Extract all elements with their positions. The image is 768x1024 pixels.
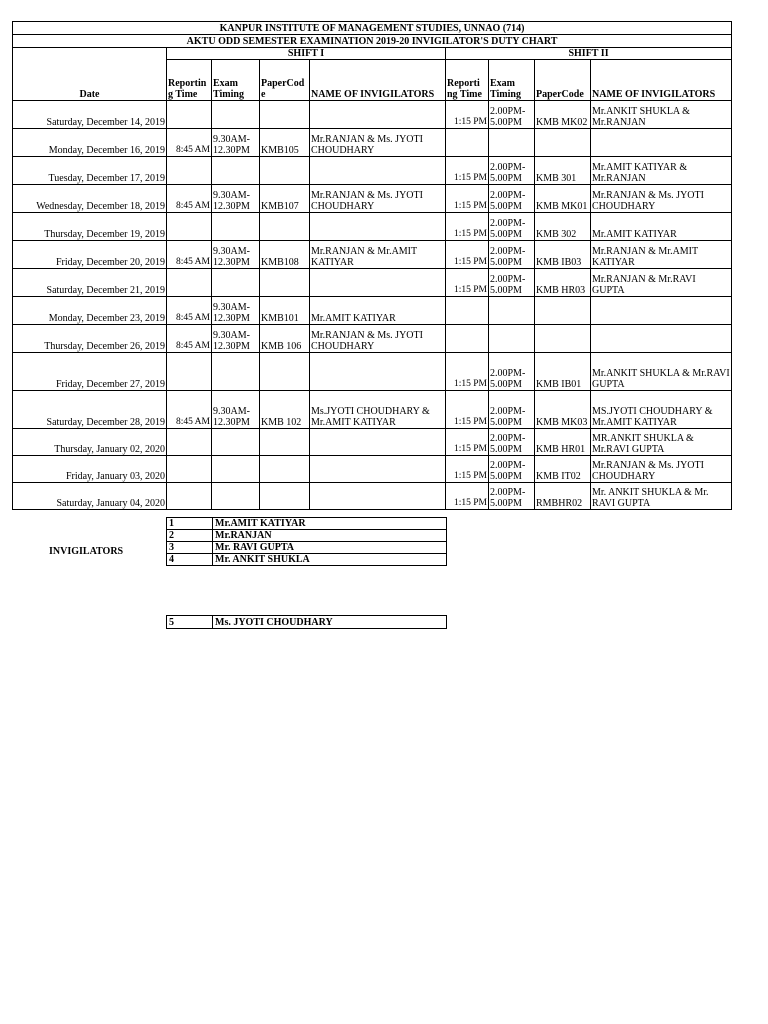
s2-reporting-cell: 1:15 PM [446,241,489,269]
s2-paper-cell: KMB 301 [535,157,591,185]
date-cell: Saturday, January 04, 2020 [13,483,167,510]
date-header: Date [13,48,167,101]
date-cell: Saturday, December 21, 2019 [13,269,167,297]
s2-exam-cell: 2.00PM- 5.00PM [489,483,535,510]
date-cell: Monday, December 23, 2019 [13,297,167,325]
s1-reporting-cell [167,269,212,297]
schedule-row [13,213,732,241]
invigilator-number: 3 [167,542,213,554]
s2-exam-cell: 2.00PM- 5.00PM [489,269,535,297]
s2-names-cell: Mr.RANJAN & Mr.RAVI GUPTA [591,269,732,297]
s2-reporting-cell [446,297,489,325]
s1-paper-header: PaperCod e [260,60,310,101]
s2-reporting-cell: 1:15 PM [446,101,489,129]
s2-paper-cell [535,129,591,157]
s2-names-cell [591,325,732,353]
s1-reporting-cell [167,429,212,456]
date-cell: Saturday, December 28, 2019 [13,391,167,429]
date-cell: Thursday, January 02, 2020 [13,429,167,456]
s1-reporting-cell: 8:45 AM [167,129,212,157]
s2-reporting-cell: 1:15 PM [446,185,489,213]
s1-reporting-cell: 8:45 AM [167,391,212,429]
s2-paper-cell: KMB HR03 [535,269,591,297]
s2-names-cell [591,297,732,325]
s2-reporting-cell [446,129,489,157]
s1-names-cell: Ms.JYOTI CHOUDHARY & Mr.AMIT KATIYAR [310,391,446,429]
s1-reporting-cell [167,101,212,129]
s1-reporting-cell [167,157,212,185]
schedule-row [13,325,732,353]
s1-exam-cell [212,269,260,297]
s1-reporting-cell: 8:45 AM [167,297,212,325]
s2-reporting-cell: 1:15 PM [446,157,489,185]
s1-paper-cell: KMB108 [260,241,310,269]
s2-exam-cell: 2.00PM- 5.00PM [489,185,535,213]
s1-exam-cell [212,213,260,241]
s1-paper-cell: KMB101 [260,297,310,325]
s1-exam-cell: 9.30AM- 12.30PM [212,297,260,325]
invigilator-row [167,530,447,542]
s2-paper-cell: KMB MK02 [535,101,591,129]
s1-exam-cell [212,429,260,456]
invigilator-name: Mr. ANKIT SHUKLA [213,554,447,566]
invigilator-row [167,518,447,530]
invigilator-number: 1 [167,518,213,530]
invigilator-name: Ms. JYOTI CHOUDHARY [213,616,447,629]
date-cell: Thursday, December 19, 2019 [13,213,167,241]
s2-names-cell: Mr.RANJAN & Ms. JYOTI CHOUDHARY [591,185,732,213]
s2-paper-header: PaperCode [535,60,591,101]
s1-names-cell [310,353,446,391]
date-cell: Friday, December 27, 2019 [13,353,167,391]
s1-reporting-cell: 8:45 AM [167,241,212,269]
schedule-row [13,101,732,129]
s1-paper-cell [260,101,310,129]
s1-names-cell: Mr.AMIT KATIYAR [310,297,446,325]
date-cell: Tuesday, December 17, 2019 [13,157,167,185]
s2-reporting-cell [446,325,489,353]
s1-paper-cell [260,213,310,241]
date-cell: Monday, December 16, 2019 [13,129,167,157]
s1-names-cell: Mr.RANJAN & Ms. JYOTI CHOUDHARY [310,185,446,213]
s1-exam-cell [212,101,260,129]
s1-reporting-cell [167,483,212,510]
s2-exam-cell: 2.00PM- 5.00PM [489,456,535,483]
s2-paper-cell: KMB HR01 [535,429,591,456]
s1-reporting-cell: 8:45 AM [167,185,212,213]
s1-names-cell [310,429,446,456]
s1-names-cell: Mr.RANJAN & Ms. JYOTI CHOUDHARY [310,325,446,353]
date-cell: Thursday, December 26, 2019 [13,325,167,353]
s1-exam-cell [212,483,260,510]
s1-exam-cell [212,157,260,185]
schedule-row [13,297,732,325]
s2-names-cell: Mr.RANJAN & Mr.AMIT KATIYAR [591,241,732,269]
s2-exam-cell: 2.00PM- 5.00PM [489,101,535,129]
s1-reporting-header: Reportin g Time [167,60,212,101]
date-cell: Friday, January 03, 2020 [13,456,167,483]
s1-exam-cell: 9.30AM- 12.30PM [212,185,260,213]
s2-paper-cell [535,297,591,325]
date-cell: Saturday, December 14, 2019 [13,101,167,129]
s1-names-cell [310,157,446,185]
s1-names-header: NAME OF INVIGILATORS [310,60,446,101]
s1-exam-cell: 9.30AM- 12.30PM [212,129,260,157]
schedule-row [13,391,732,429]
s2-exam-header: Exam Timing [489,60,535,101]
schedule-row [13,353,732,391]
s1-names-cell [310,101,446,129]
s1-paper-cell: KMB107 [260,185,310,213]
s1-paper-cell [260,269,310,297]
invigilator-name: Mr.AMIT KATIYAR [213,518,447,530]
s2-paper-cell [535,325,591,353]
s2-names-cell: MS.JYOTI CHOUDHARY & Mr.AMIT KATIYAR [591,391,732,429]
s2-names-cell: Mr.ANKIT SHUKLA & Mr.RANJAN [591,101,732,129]
s1-reporting-cell [167,213,212,241]
s2-reporting-cell: 1:15 PM [446,353,489,391]
s1-exam-cell [212,456,260,483]
s1-reporting-cell [167,353,212,391]
s2-paper-cell: KMB IT02 [535,456,591,483]
schedule-row [13,157,732,185]
s1-exam-cell [212,353,260,391]
s2-names-cell: Mr.AMIT KATIYAR [591,213,732,241]
s2-names-cell: Mr.AMIT KATIYAR & Mr.RANJAN [591,157,732,185]
schedule-row [13,129,732,157]
invigilators-table [166,517,447,566]
shift-2-header: SHIFT II [446,48,732,60]
invigilator-row [167,542,447,554]
s1-names-cell: Mr.RANJAN & Mr.AMIT KATIYAR [310,241,446,269]
schedule-row [13,429,732,456]
invigilator-row [167,554,447,566]
shift-1-header: SHIFT I [167,48,446,60]
s2-reporting-cell: 1:15 PM [446,456,489,483]
s2-paper-cell: KMB IB03 [535,241,591,269]
schedule-row [13,185,732,213]
date-cell: Wednesday, December 18, 2019 [13,185,167,213]
s1-paper-cell: KMB105 [260,129,310,157]
s1-names-cell [310,213,446,241]
s2-reporting-cell: 1:15 PM [446,429,489,456]
s1-names-cell [310,483,446,510]
s2-names-cell: Mr.RANJAN & Ms. JYOTI CHOUDHARY [591,456,732,483]
s2-names-cell: MR.ANKIT SHUKLA & Mr.RAVI GUPTA [591,429,732,456]
s2-exam-cell: 2.00PM- 5.00PM [489,429,535,456]
institute-title: KANPUR INSTITUTE OF MANAGEMENT STUDIES, UNNAO (714) [13,22,732,35]
s2-exam-cell: 2.00PM- 5.00PM [489,391,535,429]
date-cell: Friday, December 20, 2019 [13,241,167,269]
invigilator-number: 5 [167,616,213,629]
s1-paper-cell [260,483,310,510]
s2-paper-cell: KMB IB01 [535,353,591,391]
s2-exam-cell [489,297,535,325]
s1-exam-cell: 9.30AM- 12.30PM [212,241,260,269]
s2-paper-cell: RMBHR02 [535,483,591,510]
s2-exam-cell [489,325,535,353]
s1-reporting-cell: 8:45 AM [167,325,212,353]
s2-paper-cell: KMB MK01 [535,185,591,213]
invigilator-5-table [166,615,447,629]
s1-paper-cell: KMB 102 [260,391,310,429]
s1-names-cell [310,456,446,483]
s1-paper-cell [260,456,310,483]
schedule-row [13,456,732,483]
invigilators-label: INVIGILATORS [49,546,124,557]
s1-exam-header: Exam Timing [212,60,260,101]
s2-exam-cell: 2.00PM- 5.00PM [489,241,535,269]
s2-reporting-header: Reporti ng Time [446,60,489,101]
invigilator-number: 4 [167,554,213,566]
s2-reporting-cell: 1:15 PM [446,213,489,241]
s2-paper-cell: KMB MK03 [535,391,591,429]
s1-paper-cell [260,429,310,456]
invigilator-name: Mr. RAVI GUPTA [213,542,447,554]
s1-reporting-cell [167,456,212,483]
s2-reporting-cell: 1:15 PM [446,391,489,429]
s2-reporting-cell: 1:15 PM [446,269,489,297]
s1-paper-cell [260,353,310,391]
s2-exam-cell: 2.00PM- 5.00PM [489,157,535,185]
schedule-row [13,241,732,269]
s2-names-cell [591,129,732,157]
duty-chart-table [12,21,732,510]
s2-exam-cell: 2.00PM- 5.00PM [489,353,535,391]
invigilator-number: 2 [167,530,213,542]
invigilator-name: Mr.RANJAN [213,530,447,542]
s1-names-cell [310,269,446,297]
s1-exam-cell: 9.30AM- 12.30PM [212,325,260,353]
s2-names-header: NAME OF INVIGILATORS [591,60,732,101]
s2-paper-cell: KMB 302 [535,213,591,241]
chart-title: AKTU ODD SEMESTER EXAMINATION 2019-20 INVIGILATOR'S DUTY CHART [13,35,732,48]
s1-exam-cell: 9.30AM- 12.30PM [212,391,260,429]
schedule-row [13,483,732,510]
schedule-row [13,269,732,297]
s2-reporting-cell: 1:15 PM [446,483,489,510]
s1-names-cell: Mr.RANJAN & Ms. JYOTI CHOUDHARY [310,129,446,157]
s1-paper-cell [260,157,310,185]
s2-names-cell: Mr. ANKIT SHUKLA & Mr. RAVI GUPTA [591,483,732,510]
s2-exam-cell: 2.00PM- 5.00PM [489,213,535,241]
s2-names-cell: Mr.ANKIT SHUKLA & Mr.RAVI GUPTA [591,353,732,391]
s2-exam-cell [489,129,535,157]
invigilator-row [167,616,447,629]
s1-paper-cell: KMB 106 [260,325,310,353]
